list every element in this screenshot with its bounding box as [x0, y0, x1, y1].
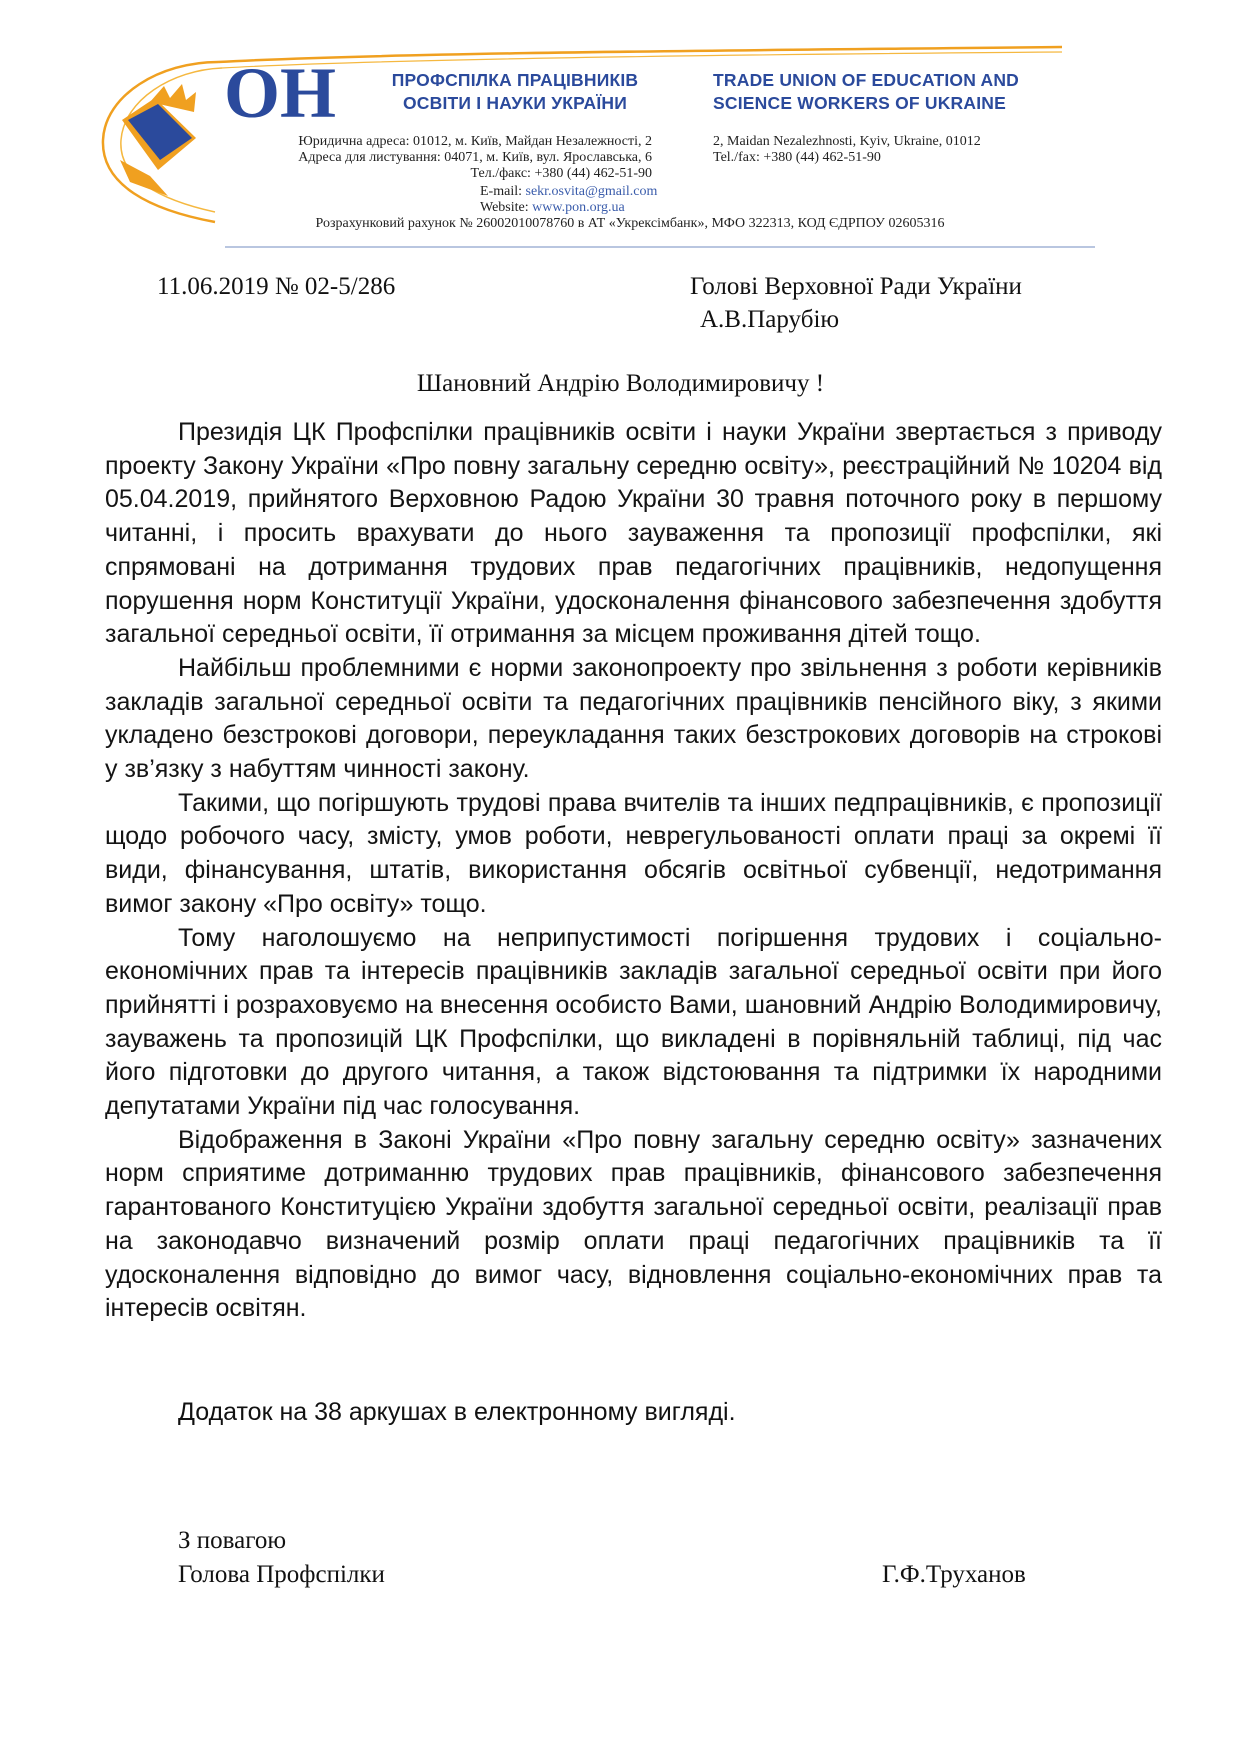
- phone-en: Tel./fax: +380 (44) 462-51-90: [713, 150, 881, 165]
- closing-regards: З повагою: [178, 1527, 287, 1554]
- signer-name: Г.Ф.Труханов: [882, 1561, 1026, 1588]
- addressee-name: А.В.Парубію: [700, 306, 840, 333]
- org-name-ua-line1: ПРОФСПІЛКА ПРАЦІВНИКІВ: [391, 70, 639, 90]
- addressee-title: Голові Верховної Ради України: [690, 273, 1022, 300]
- greeting: Шановний Андрію Володимировичу !: [416, 370, 825, 397]
- address-en: [713, 134, 1033, 166]
- org-name-en-line2: SCIENCE WORKERS OF UKRAINE: [713, 93, 1006, 113]
- attachment-note: Додаток на 38 аркушах в електронному вигляді.: [178, 1398, 736, 1426]
- postal-address: Адреса для листування: 04071, м. Київ, вул. Ярославська, 6: [298, 150, 652, 165]
- email-link[interactable]: sekr.osvita@gmail.com: [525, 184, 658, 199]
- email-line: [480, 184, 780, 200]
- website-link[interactable]: www.pon.org.ua: [532, 200, 625, 215]
- letterhead: [0, 0, 1241, 250]
- paragraph: Відображення в Законі України «Про повну загальну середню освіту» зазначених норм сприятиме дотриманню трудових прав працівників, фінансового забезпечення гарантованого Конституцією України здобуття загальної середньої освіти, реалізації прав на законодавчо визначений розмір оплати праці педагогічних працівників та її удосконалення відповідно до вимог часу, відновлення соціально-економічних прав та інтересів освітян.: [105, 1125, 1162, 1323]
- closing-position: Голова Профспілки: [178, 1560, 385, 1588]
- website-line: [480, 200, 780, 216]
- closing: [178, 1524, 385, 1591]
- org-name-ua-line2: ОСВІТИ І НАУКИ УКРАЇНИ: [402, 93, 627, 113]
- book-icon: [120, 84, 196, 196]
- address-en-line1: 2, Maidan Nezalezhnosti, Kyiv, Ukraine, 01012: [713, 134, 981, 149]
- letterhead-divider: [225, 246, 1095, 248]
- paragraph: Тому наголошуємо на неприпустимості погіршення трудових і соціально-економічних прав та інтересів працівників закладів загальної середньої освіти при його прийнятті і розраховуємо на внесення особисто Вами, шановний Андрію Володимировичу, зауважень та пропозицій ЦК Профспілки, що викладені в порівняльній таблиці, під час його підготовки до другого читання, а також відстоювання та підтримки їх народними депутатами України під час голосування.: [105, 923, 1162, 1121]
- addressee: [690, 270, 1022, 336]
- website-label: Website:: [480, 200, 533, 215]
- org-name-en: [713, 69, 1023, 115]
- org-name-ua: [385, 69, 645, 115]
- legal-address: Юридична адреса: 01012, м. Київ, Майдан Незалежності, 2: [298, 134, 652, 149]
- paragraph: Такими, що погіршують трудові права вчителів та інших педпрацівників, є пропозиції щодо робочого часу, змісту, умов роботи, неврегульованості оплати праці за окремі її види, фінансування, штатів, використання обсягів освітньої субвенції, недотримання вимог закону «Про освіту» тощо.: [105, 788, 1162, 918]
- reference-number: 11.06.2019 № 02-5/286: [157, 273, 396, 300]
- paragraph: Найбільш проблемними є норми законопроекту про звільнення з роботи керівників закладів загальної середньої освіти та педагогічних працівників пенсійного віку, з якими укладено безстрокові договори, переукладання таких безстрокових договорів на строкові у зв’язку з набуттям чинності закону.: [105, 653, 1162, 784]
- orange-top-line: [218, 47, 1062, 62]
- orange-top-line-2: [222, 52, 1062, 68]
- phone-ua: Тел./факс: +380 (44) 462-51-90: [470, 166, 652, 181]
- contact-block: [480, 184, 780, 216]
- address-ua: [257, 134, 652, 182]
- email-label: E-mail:: [480, 184, 526, 199]
- paragraph: Президія ЦК Профспілки працівників освіти і науки України звертається з приводу проекту Закону України «Про повну загальну середню освіту», реєстраційний № 10204 від 05.04.2019, прийнятого Верховною Радою України 30 травня поточного року в першому читанні, і просить врахувати до нього зауваження та пропозиції профспілки, які спрямовані на дотримання трудових прав педагогічних працівників, недопущення порушення норм Конституції України, удосконалення фінансового забезпечення здобуття загальної середньої освіти, її отримання за місцем проживання дітей тощо.: [105, 418, 1162, 649]
- logo-letters: ОН: [224, 53, 337, 133]
- bank-details: Розрахунковий рахунок № 26002010078760 в АТ «Укрексімбанк», МФО 322313, КОД ЄДРПОУ 02605316: [315, 216, 945, 231]
- letter-body: [105, 416, 1162, 1326]
- org-name-en-line1: TRADE UNION OF EDUCATION AND: [713, 70, 1020, 90]
